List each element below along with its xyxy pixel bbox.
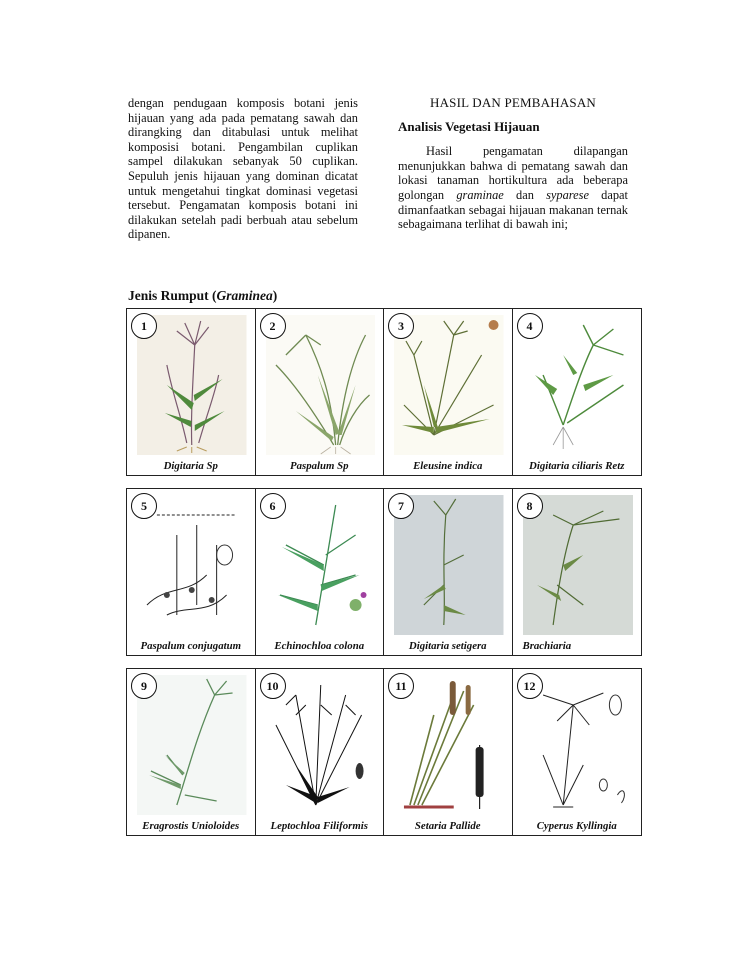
plant-name: Digitaria Sp: [163, 460, 218, 472]
plant-grid-row-1: [126, 308, 642, 476]
body-text-left: [128, 96, 358, 242]
italic-term: Graminea: [216, 288, 273, 303]
plant-illustration: [266, 315, 376, 455]
plant-card: [127, 309, 256, 475]
plant-card: [127, 669, 256, 835]
plant-illustration: [394, 495, 504, 635]
plant-name: Brachiaria: [522, 640, 572, 652]
plant-card: [513, 669, 642, 835]
plant-card: [256, 309, 385, 475]
plant-card: [513, 309, 642, 475]
body-text-right: [398, 96, 628, 232]
grass-section-title: [128, 288, 277, 304]
plant-illustration: [523, 315, 634, 455]
text-run: dapat dimanfaatkan sebagai hijauan makanan ternak sebagaimana terlihat di bawah ini;: [398, 187, 629, 232]
text-run: dan: [503, 187, 547, 202]
italic-term: graminae: [456, 187, 504, 202]
section-heading: HASIL DAN PEMBAHASAN: [429, 95, 597, 110]
plant-name: Eragrostis Unioloides: [142, 820, 240, 832]
plate-number: 2: [260, 313, 286, 339]
plate-number: 9: [131, 673, 157, 699]
plant-grid-row-2: [126, 488, 642, 656]
plant-illustration: [137, 315, 247, 455]
plant-grid-row-3: [126, 668, 642, 836]
plate-number: 6: [260, 493, 286, 519]
plant-illustration: [394, 675, 504, 815]
plant-card: [256, 489, 385, 655]
plant-name: Cyperus Kyllingia: [536, 820, 617, 832]
plant-card: [384, 489, 513, 655]
plate-number: 4: [517, 313, 543, 339]
plant-illustration: [394, 315, 504, 455]
plant-name: Eleusine indica: [413, 460, 483, 472]
plant-name: Setaria Pallide: [414, 820, 481, 832]
plate-number: 7: [388, 493, 414, 519]
plant-illustration: [523, 495, 634, 635]
plant-illustration: [137, 675, 247, 815]
plant-card: [384, 309, 513, 475]
plant-card: [256, 669, 385, 835]
plant-illustration: [266, 675, 376, 815]
text-run: Jenis Rumput (: [128, 288, 217, 303]
plant-illustration: [137, 495, 247, 635]
text-run: Hasil pengamatan dilapangan menunjukkan bahwa di pematang sawah dan lokasi tanaman hortikultura ada beberapa golongan: [398, 144, 628, 202]
plant-card: [384, 669, 513, 835]
plant-name: Digitaria setigera: [408, 640, 487, 652]
italic-term: syparese: [546, 187, 589, 202]
results-paragraph: [398, 144, 628, 232]
plant-name: Echinochloa colona: [274, 640, 365, 652]
plant-name: Leptochloa Filiformis: [270, 820, 368, 832]
plate-number: 10: [260, 673, 286, 699]
plate-number: 11: [388, 673, 414, 699]
plant-name: Paspalum conjugatum: [140, 640, 241, 652]
plate-number: 8: [517, 493, 543, 519]
plate-number: 3: [388, 313, 414, 339]
plate-number: 5: [131, 493, 157, 519]
plant-card: [513, 489, 642, 655]
sub-heading: Analisis Vegetasi Hijauan: [398, 118, 540, 134]
left-paragraph: dengan pendugaan komposis botani jenis hijauan yang ada pada pematang sawah dan dirangking dan ditabulasi untuk melihat komposisi botani. Pengambilan cuplikan sampel dilakukan sebanyak 50 cuplikan. Sepuluh jenis hijauan yang dominan dicatat untuk mengetahui tingkat dominasi vegetasi tersebut. Pengamatan komposis botani ini dilakukan setelah padi berbuah atau sebelum dipanen.: [128, 96, 358, 242]
plant-illustration: [523, 675, 634, 815]
plant-illustration: [266, 495, 376, 635]
text-run: ): [272, 288, 278, 303]
plant-card: [127, 489, 256, 655]
plate-number: 1: [131, 313, 157, 339]
plate-number: 12: [517, 673, 543, 699]
plant-name: Paspalum Sp: [290, 460, 349, 472]
plant-name: Digitaria ciliaris Retz: [529, 460, 625, 472]
